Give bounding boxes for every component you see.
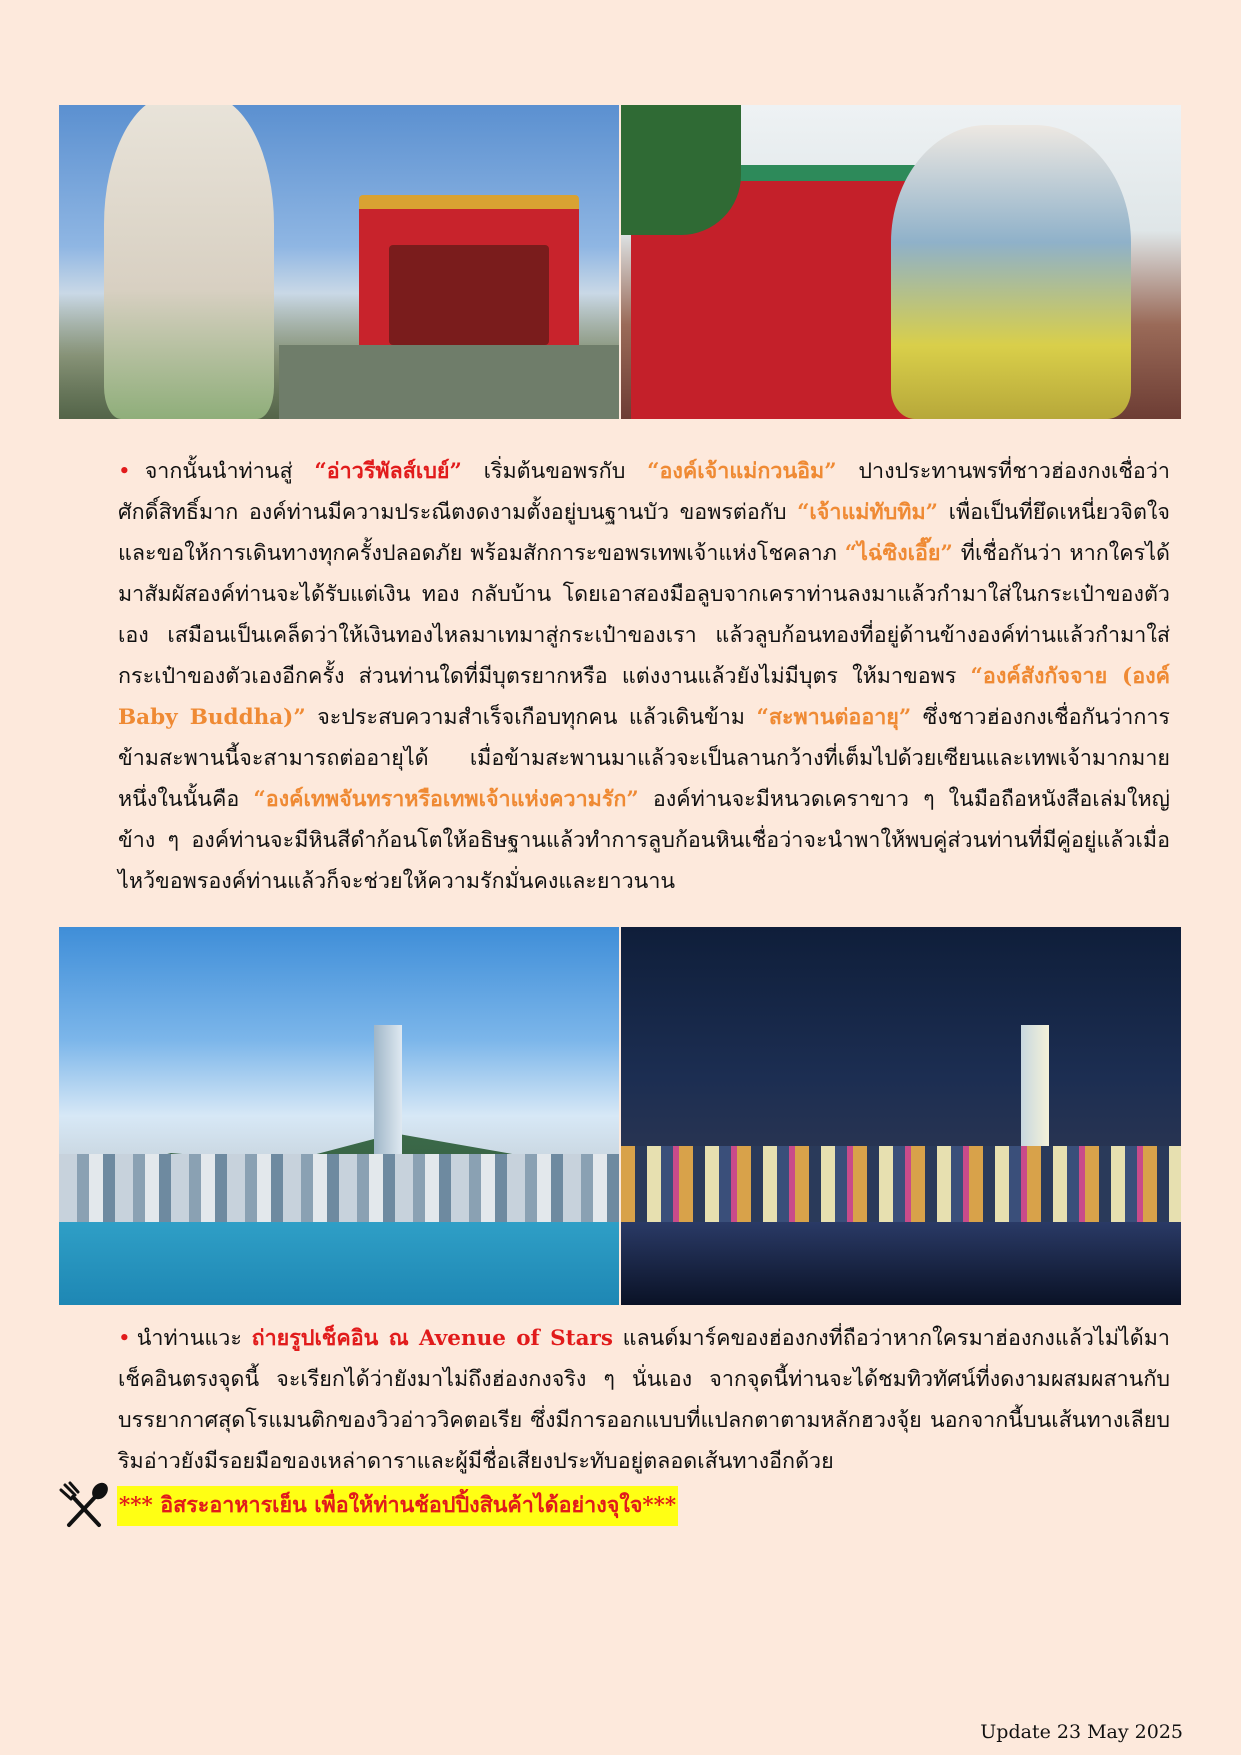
tree-canopy bbox=[621, 105, 741, 235]
highlight-choi-sun: “ไฉ่ซิงเอี๊ย” bbox=[844, 541, 953, 566]
fork-spoon-icon bbox=[59, 1481, 109, 1531]
highlight-longevity-bridge: “สะพานต่ออายุ” bbox=[756, 705, 912, 730]
highlight-baby-buddha: “องค์สังกัจจาย (องค์ Baby Buddha)” bbox=[118, 664, 1170, 730]
text-segment: จากนั้นนำท่านสู่ bbox=[144, 459, 315, 484]
highlight-guanyin: “องค์เจ้าแม่กวนอิม” bbox=[647, 459, 837, 484]
repulse-bay-paragraph bbox=[118, 451, 1170, 902]
highlight-repulse-bay: “อ่าวรีพัลส์เบย์” bbox=[314, 459, 462, 484]
text-segment: แลนด์มาร์คของฮ่องกงที่ถือว่าหากใครมาฮ่องกงแล้วไม่ได้มาเช็คอินตรงจุดนี้ จะเรียกได้ว่ายังมาไม่ถึงฮ่องกงจริง ๆ นั่นเอง จากจุดนี้ท่านจะได้ชมทิวทัศน์ที่งดงามผสมผสานกับบรรยากาศสุดโรแมนติกของวิวอ่าววิคตอเรีย ซึ่งมีการออกแบบที่แปลกตาตามหลักฮวงจุ้ย นอกจากนี้บนเส้นทางเลียบริมอ่าวยังมีรอยมือของเหล่าดาราและผู้มีชื่อเสียงประทับอยู่ตลอดเส้นทางอีกด้วย bbox=[118, 1326, 1170, 1474]
temple-doorway bbox=[389, 245, 549, 345]
text-segment: นำท่านแวะ bbox=[136, 1326, 252, 1351]
text-segment: เพื่อเป็นที่ยึดเหนี่ยวจิตใจและขอให้การเดินทางทุกครั้งปลอดภัย พร้อมสักการะขอพรเทพเจ้าแห่งโชคลาภ bbox=[118, 500, 1170, 566]
text-segment: เริ่มต้นขอพรกับ bbox=[461, 459, 648, 484]
highlight-god-of-love: “องค์เทพจันทราหรือเทพเจ้าแห่งความรัก” bbox=[253, 787, 639, 812]
victoria-harbour-day-photo bbox=[59, 927, 619, 1305]
update-date: Update 23 May 2025 bbox=[980, 1721, 1183, 1743]
victoria-harbour-night-photo bbox=[621, 927, 1181, 1305]
dinner-note-row bbox=[59, 1481, 678, 1531]
highlight-avenue-of-stars: ถ่ายรูปเช็คอิน ณ Avenue of Stars bbox=[251, 1326, 613, 1351]
avenue-of-stars-paragraph bbox=[118, 1318, 1170, 1482]
text-segment: จะประสบความสำเร็จเกือบทุกคน แล้วเดินข้าม bbox=[305, 705, 757, 730]
highlight-tin-hau: “เจ้าแม่ทับทิม” bbox=[797, 500, 939, 525]
text-segment: ซึ่งชาวฮ่องกงเชื่อกันว่าการข้ามสะพานนี้จะสามารถต่ออายุได้ เมื่อข้ามสะพานมาแล้วจะเป็นลานกว้างที่เต็มไปด้วยเซียนและเทพเจ้ามากมาย หนึ่งในนั้นคือ bbox=[118, 705, 1170, 812]
text-segment: ที่เชื่อกันว่า หากใครได้มาสัมผัสองค์ท่านจะได้รับแต่เงิน ทอง กลับบ้าน โดยเอาสองมือลูบจากเคราท่านลงมาแล้วกำมาใส่ในกระเป๋าของตัวเอง เสมือนเป็นเคล็ดว่าให้เงินทองไหลมาเทมาสู่กระเป๋าของเรา แล้วลูบก้อนทองที่อยู่ด้านข้างองค์ท่านแล้วกำมาใส่กระเป๋าของตัวเองอีกครั้ง ส่วนท่านใดที่มีบุตรยากหรือ แต่งงานแล้วยังไม่มีบุตร ให้มาขอพร bbox=[118, 541, 1170, 689]
tin-hau-statue bbox=[891, 125, 1131, 419]
city-buildings bbox=[59, 1154, 619, 1222]
temple-photo-row bbox=[59, 105, 1181, 419]
temple-steps bbox=[279, 345, 619, 419]
free-dinner-note: *** อิสระอาหารเย็น เพื่อให้ท่านช้อปปิ้งสินค้าได้อย่างจุใจ*** bbox=[117, 1486, 678, 1526]
tin-hau-statue-photo bbox=[621, 105, 1181, 419]
harbour-water bbox=[621, 1222, 1181, 1305]
lit-buildings bbox=[621, 1146, 1181, 1222]
text-segment: ปางประทานพรที่ชาวฮ่องกงเชื่อว่าศักดิ์สิทธิ์มาก องค์ท่านมีความประณีตงดงามตั้งอยู่บนฐานบัว ขอพรต่อกับ bbox=[118, 459, 1170, 525]
guanyin-statue bbox=[104, 105, 274, 419]
guanyin-statue-photo bbox=[59, 105, 619, 419]
bullet-point: • bbox=[118, 1326, 131, 1351]
text-segment: องค์ท่านจะมีหนวดเคราขาว ๆ ในมือถือหนังสือเล่มใหญ่ข้าง ๆ องค์ท่านจะมีหินสีดำก้อนโตให้อธิษฐานแล้วทำการลูบก้อนหินเชื่อว่าจะนำพาให้พบคู่ส่วนท่านที่มีคู่อยู่แล้วเมื่อไหว้ขอพรองค์ท่านแล้วก็จะช่วยให้ความรักมั่นคงและยาวนาน bbox=[118, 787, 1170, 894]
bullet-point: • bbox=[118, 459, 131, 484]
skyline-photo-row bbox=[59, 927, 1181, 1305]
